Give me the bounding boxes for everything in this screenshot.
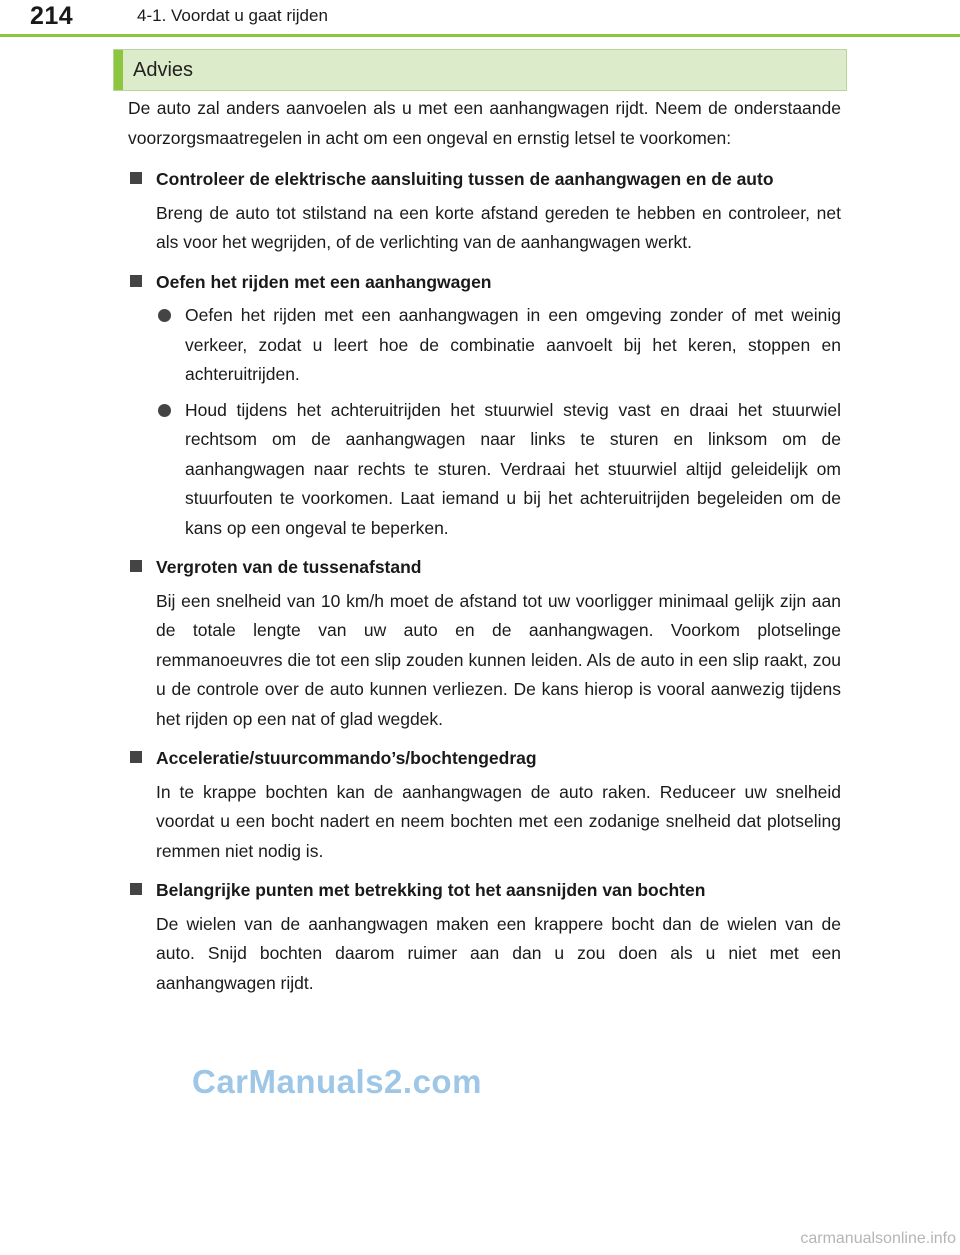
bullet-list	[128, 301, 841, 543]
square-bullet-icon	[130, 275, 142, 287]
round-bullet-icon	[158, 404, 171, 417]
header-rule	[0, 34, 960, 37]
chapter-title: 4-1. Voordat u gaat rijden	[137, 6, 328, 25]
round-bullet-icon	[158, 309, 171, 322]
list-item-text: Oefen het rijden met een aanhangwagen in een omgeving zonder of met weinig verkeer, zodat u leert hoe de combinatie aanvoelt bij het keren, stoppen en achteruitrijden.	[185, 305, 841, 384]
square-bullet-icon	[130, 560, 142, 572]
content	[128, 94, 841, 1008]
section-heading	[128, 744, 841, 774]
section-body: Bij een snelheid van 10 km/h moet de afstand tot uw voorligger minimaal gelijk zijn aan de totale lengte van uw auto en de aanhangwagen. Voorkom plotselinge remmanoeuvres die tot een slip zouden kunnen leiden. Als de auto in een slip raakt, zou u de controle over de auto kunnen verliezen. De kans hierop is vooral aanwezig tijdens het rijden op een nat of glad wegdek.	[156, 590, 841, 729]
intro-paragraph: De auto zal anders aanvoelen als u met een aanhangwagen rijdt. Neem de onderstaande voorzorgsmaatregelen in acht om een ongeval en ernstig letsel te voorkomen:	[128, 98, 841, 148]
section-heading-text: Controleer de elektrische aansluiting tussen de aanhangwagen en de auto	[156, 169, 774, 189]
section-body: In te krappe bochten kan de aanhangwagen de auto raken. Reduceer uw snelheid voordat u een bocht nadert en neem bochten met een zodanige snelheid dat plotseling remmen niet nodig is.	[156, 781, 841, 861]
advice-box	[113, 49, 847, 91]
section-practice-driving	[128, 268, 841, 544]
section-heading	[128, 876, 841, 906]
page-number: 214	[30, 2, 74, 30]
section-electrical-connection	[128, 165, 841, 258]
square-bullet-icon	[130, 883, 142, 895]
footer-watermark: carmanualsonline.info	[800, 1230, 956, 1247]
section-acceleration-steering	[128, 744, 841, 866]
section-heading	[128, 165, 841, 195]
advice-accent-bar	[114, 50, 123, 90]
list-item	[156, 396, 841, 544]
watermark-logo: CarManuals2.com	[192, 1063, 482, 1100]
section-body: Breng de auto tot stilstand na een korte afstand gereden te hebben en controleer, net als voor het wegrijden, of de verlichting van de aanhangwagen werkt.	[156, 202, 841, 252]
section-heading	[128, 268, 841, 298]
section-cornering	[128, 876, 841, 998]
square-bullet-icon	[130, 172, 142, 184]
section-body: De wielen van de aanhangwagen maken een krappere bocht dan de wielen van de auto. Snijd bochten daarom ruimer aan dan u zou doen als u niet met een aanhangwagen rijdt.	[156, 913, 841, 993]
section-following-distance	[128, 553, 841, 734]
section-heading	[128, 553, 841, 583]
list-item	[156, 301, 841, 390]
section-heading-text: Oefen het rijden met een aanhangwagen	[156, 271, 492, 292]
section-heading-text: Vergroten van de tussenafstand	[156, 557, 422, 577]
advice-title: Advies	[133, 59, 194, 81]
list-item-text: Houd tijdens het achteruitrijden het stuurwiel stevig vast en draai het stuurwiel rechtsom om de aanhangwagen naar links te sturen en linksom om de aanhangwagen naar rechts te sturen. Verdraai het stuurwiel altijd geleidelijk om stuurfouten te voorkomen. Laat iemand u bij het achteruitrijden begeleiden om de kans op een ongeval te beperken.	[185, 399, 841, 538]
section-heading-text: Acceleratie/stuurcommando’s/bochtengedrag	[156, 748, 537, 768]
square-bullet-icon	[130, 751, 142, 763]
section-heading-text: Belangrijke punten met betrekking tot het aansnijden van bochten	[156, 880, 706, 900]
